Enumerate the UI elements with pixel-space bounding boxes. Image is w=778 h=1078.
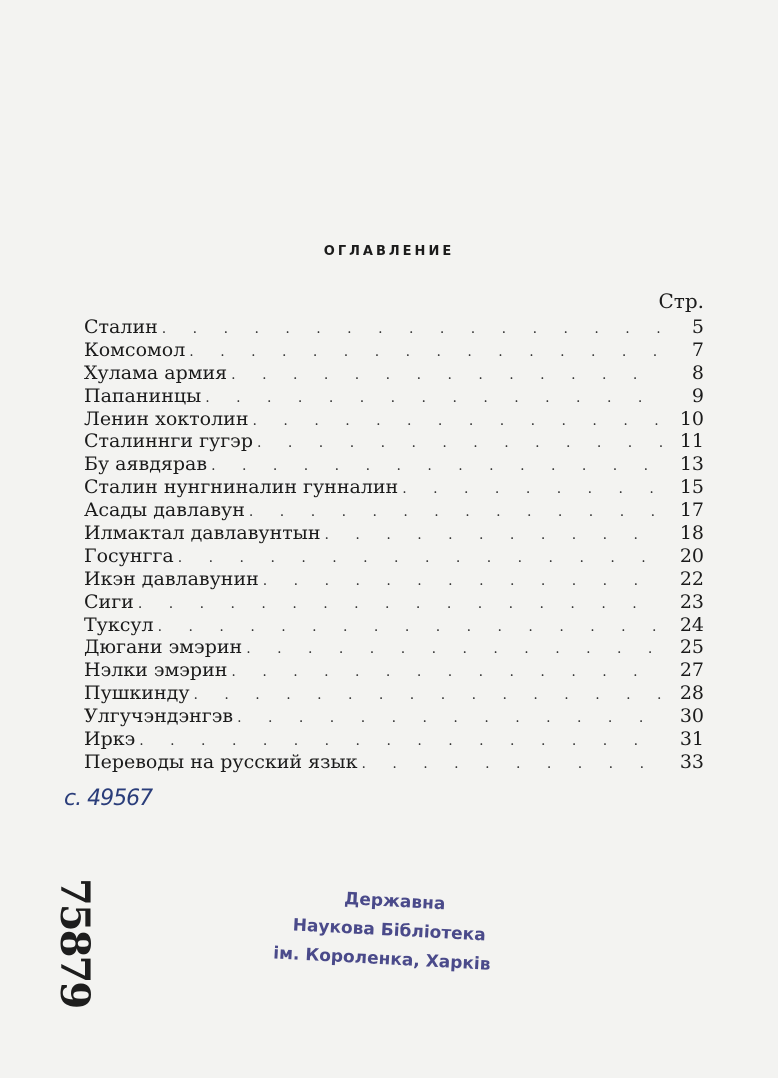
page-title: ОГЛАВЛЕНИЕ: [323, 244, 455, 259]
toc-entry-title: Асады давлавун: [84, 499, 245, 522]
toc-entry-title: Переводы на русский язык: [84, 750, 358, 773]
dot-leader: [249, 501, 664, 524]
toc-entry-page: 27: [679, 659, 704, 682]
dot-leader: [402, 478, 664, 501]
toc-entry: [84, 408, 704, 431]
toc-entry-page: 24: [679, 613, 704, 636]
toc-entry-title: Госунгга: [84, 544, 174, 567]
toc-entry: [84, 614, 704, 637]
toc-entry-page: 33: [679, 750, 704, 773]
dot-leader: [138, 593, 664, 616]
dot-leader: [211, 455, 664, 478]
toc-entry: [84, 339, 704, 362]
dot-leader: [257, 432, 664, 455]
dot-leader: [162, 318, 664, 341]
toc-entry-page: 20: [679, 544, 704, 567]
dot-leader: [189, 341, 664, 364]
toc-entry-page: 10: [679, 407, 704, 430]
toc-entry-title: Улгучэндэнгэв: [84, 705, 234, 728]
toc-entry: [84, 591, 704, 614]
toc-entry-title: Ленин хоктолин: [84, 407, 249, 430]
dot-leader: [231, 364, 664, 387]
toc-entry-title: Туксул: [84, 613, 154, 636]
toc-entry-title: Сталин: [84, 316, 158, 338]
toc-entry-title: Хулама армия: [84, 361, 228, 384]
toc-entry: [84, 522, 704, 545]
toc-entry-title: Дюгани эмэрин: [84, 636, 243, 659]
dot-leader: [246, 638, 664, 661]
toc-entry-page: 22: [679, 567, 704, 590]
dot-leader: [361, 753, 664, 776]
toc-entry-title: Илмактал давлавунтын: [84, 522, 321, 545]
toc-entry-page: 31: [679, 728, 704, 751]
toc-entry-title: Сталин нунгниналин гунналин: [84, 476, 399, 499]
toc-entry-title: Пушкинду: [84, 682, 190, 705]
dot-leader: [231, 661, 664, 684]
dot-leader: [205, 387, 664, 410]
stamp-line-3: ім. Короленка, Харків: [272, 943, 492, 975]
toc-entry-page: 8: [691, 361, 704, 384]
dot-leader: [263, 570, 664, 593]
dot-leader: [325, 524, 664, 547]
toc-entry: [84, 705, 704, 728]
toc-entry: [84, 568, 704, 591]
toc-entry: [84, 728, 704, 751]
dot-leader: [178, 547, 664, 570]
dot-leader: [253, 410, 664, 433]
toc-entry-page: 9: [691, 384, 704, 407]
toc-entry-title: Бу аявдярав: [84, 453, 208, 476]
toc-entry-page: 15: [679, 476, 704, 499]
toc-entry: [84, 316, 704, 339]
toc-entry: [84, 362, 704, 385]
toc-entry: [84, 545, 704, 568]
stamp-line-2: Наукова Бібліотека: [292, 915, 487, 946]
toc-entry: [84, 659, 704, 682]
toc-entry: [84, 636, 704, 659]
toc-entry: [84, 385, 704, 408]
pages-column-label: Стр.: [658, 289, 704, 313]
toc-entry-page: 25: [679, 636, 704, 659]
toc-entry-title: Сиги: [84, 590, 134, 613]
toc-entry-title: Комсомол: [84, 338, 186, 361]
library-stamp: [267, 881, 532, 1004]
toc-entry: [84, 476, 704, 499]
toc-entry-title: Нэлки эмэрин: [84, 659, 228, 682]
toc-entry: [84, 453, 704, 476]
toc-entry-page: 18: [679, 522, 704, 545]
dot-leader: [194, 684, 665, 707]
dot-leader: [237, 707, 664, 730]
toc-entry-title: Сталиннги гугэр: [84, 430, 253, 453]
dot-leader: [139, 730, 664, 753]
toc-entry-page: 28: [679, 682, 704, 705]
inventory-mark: с. 49567: [64, 786, 153, 811]
toc-entry-title: Икэн давлавунин: [84, 567, 259, 590]
toc-entry-page: 7: [691, 338, 704, 361]
toc-entry-title: Папанинцы: [84, 384, 202, 407]
toc-entry-page: 13: [679, 453, 704, 476]
toc-entry-page: 23: [679, 590, 704, 613]
dot-leader: [158, 616, 664, 639]
stamp-line-1: Державна: [343, 889, 446, 915]
toc-entry-page: 17: [679, 499, 704, 522]
shelf-number: 75879: [51, 878, 98, 1008]
toc-entry: [84, 682, 704, 705]
toc-entry-title: Иркэ: [84, 728, 136, 751]
toc-entry-page: 11: [679, 430, 704, 453]
toc-entry: [84, 430, 704, 453]
toc-entry: [84, 499, 704, 522]
table-of-contents: [84, 316, 704, 774]
toc-entry-page: 30: [679, 705, 704, 728]
toc-entry-page: 5: [691, 316, 704, 338]
toc-entry: [84, 751, 704, 774]
